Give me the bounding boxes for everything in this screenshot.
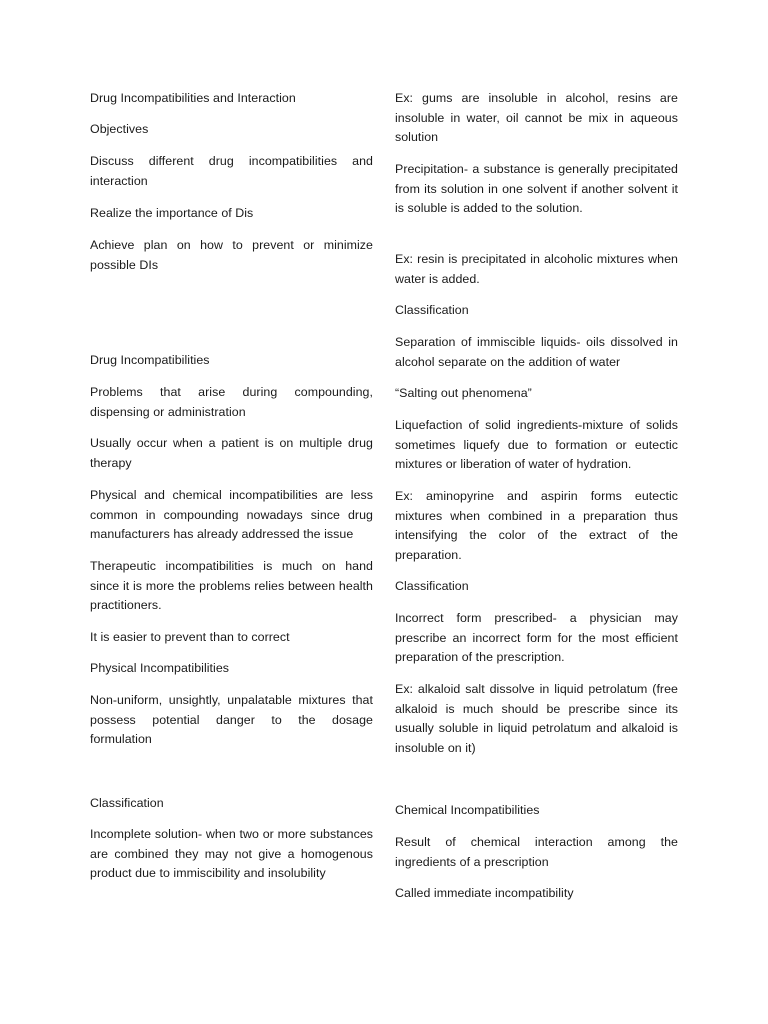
paragraph: Called immediate incompatibility [395, 886, 574, 900]
paragraph: “Salting out phenomena” [395, 386, 532, 400]
paragraph: Ex: aminopyrine and aspirin forms eutectic mixtures when combined in a preparation thus intensifying the color of the extract of the preparation. [395, 489, 678, 562]
paragraph: Ex: gums are insoluble in alcohol, resins are insoluble in water, oil cannot be mix in aqueous solution [395, 91, 678, 145]
paragraph: Physical and chemical incompatibilities are less common in compounding nowadays since drug manufacturers has already addressed the issue [90, 488, 373, 542]
paragraph: Therapeutic incompatibilities is much on hand since it is more the problems relies between health practitioners. [90, 559, 373, 613]
paragraph: Non-uniform, unsightly, unpalatable mixtures that possess potential danger to the dosage formulation [90, 693, 373, 747]
paragraph: Achieve plan on how to prevent or minimize possible DIs [90, 238, 373, 272]
paragraph: Problems that arise during compounding, dispensing or administration [90, 385, 373, 419]
section-heading-chemical-incompatibilities: Chemical Incompatibilities [395, 803, 540, 817]
paragraph: It is easier to prevent than to correct [90, 630, 290, 644]
paragraph: Separation of immiscible liquids- oils dissolved in alcohol separate on the addition of water [395, 335, 678, 369]
paragraph: Ex: resin is precipitated in alcoholic mixtures when water is added. [395, 252, 678, 286]
section-heading-classification: Classification [90, 796, 164, 810]
paragraph: Incomplete solution- when two or more substances are combined they may not give a homogenous product due to immiscibility and insolubility [90, 827, 373, 881]
section-heading-objectives: Objectives [90, 122, 149, 136]
paragraph: Result of chemical interaction among the ingredients of a prescription [395, 835, 678, 869]
paragraph: Usually occur when a patient is on multiple drug therapy [90, 436, 373, 470]
paragraph: Discuss different drug incompatibilities and interaction [90, 154, 373, 188]
paragraph: Incorrect form prescribed- a physician may prescribe an incorrect form for the most efficient preparation of the prescription. [395, 611, 678, 665]
document-title: Drug Incompatibilities and Interaction [90, 91, 296, 105]
paragraph: Liquefaction of solid ingredients-mixture of solids sometimes liquefy due to formation or eutectic mixtures or liberation of water of hydration. [395, 418, 678, 472]
paragraph: Precipitation- a substance is generally precipitated from its solution in one solvent if another solvent it is soluble is added to the solution. [395, 162, 678, 216]
section-heading-drug-incompatibilities: Drug Incompatibilities [90, 353, 210, 367]
section-heading-classification: Classification [395, 579, 469, 593]
section-heading-physical-incompatibilities: Physical Incompatibilities [90, 661, 230, 675]
paragraph: Ex: alkaloid salt dissolve in liquid petrolatum (free alkaloid is much should be prescribe since its usually soluble in liquid petrolatum and alkaloid is insoluble on it) [395, 682, 678, 755]
section-heading-classification: Classification [395, 303, 469, 317]
paragraph: Realize the importance of Dis [90, 206, 254, 220]
